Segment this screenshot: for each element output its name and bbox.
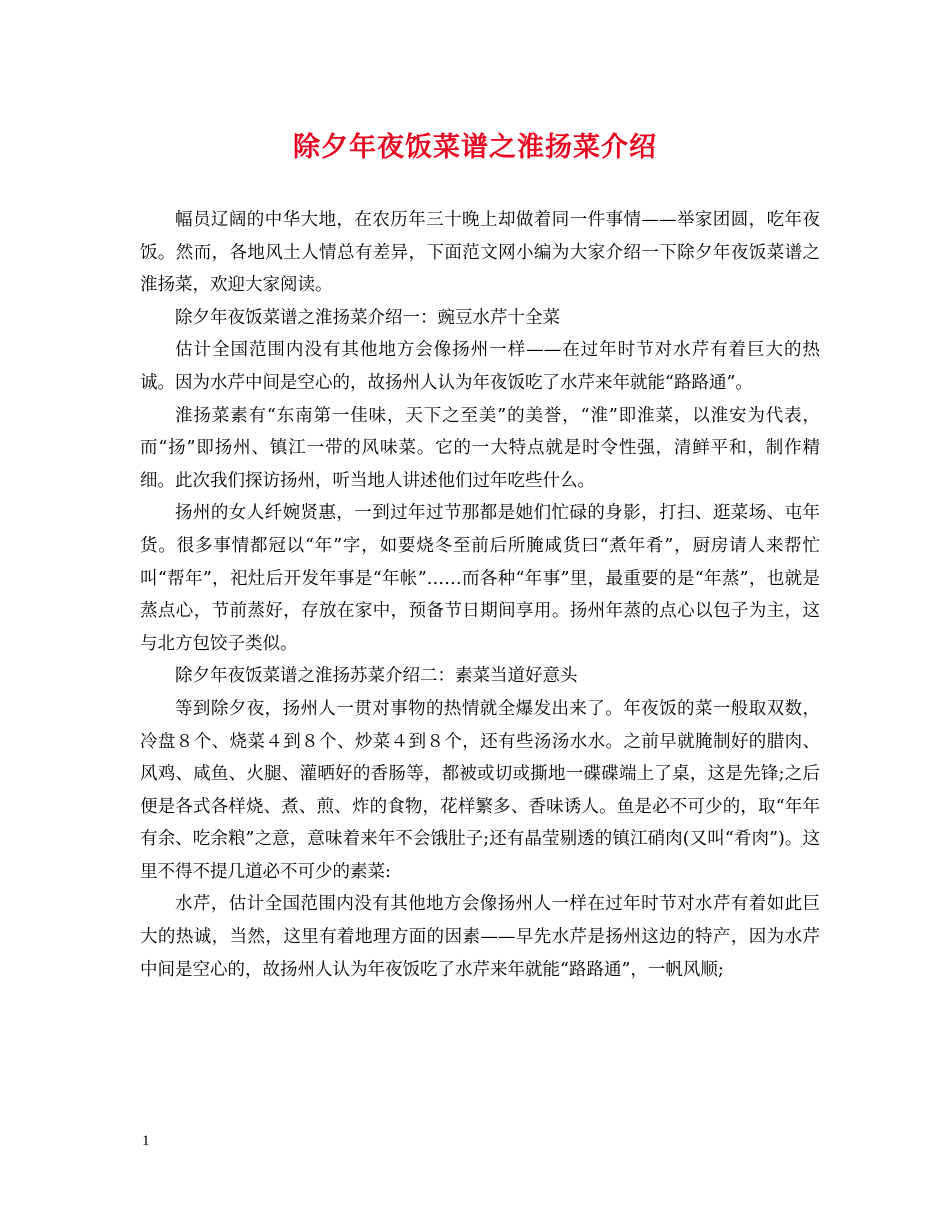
paragraph: 淮扬菜素有“东南第一佳味，天下之至美”的美誉，“淮”即淮菜，以淮安为代表，而“扬”即扬州、镇江一带的风味菜。它的一大特点就是时令性强，清鲜平和，制作精细。此次我们探访扬州，听当地人讲述他们过年吃些什么。 <box>140 405 820 491</box>
page-number: 1 <box>142 1133 150 1149</box>
document-body <box>140 204 820 986</box>
paragraph: 水芹，估计全国范围内没有其他地方会像扬州人一样在过年时节对水芹有着如此巨大的热诚，当然，这里有着地理方面的因素——早先水芹是扬州这边的特产，因为水芹中间是空心的，故扬州人认为年夜饭吃了水芹来年就能“路路通”，一帆风顺; <box>140 894 820 980</box>
section-heading-2: 除夕年夜饭菜谱之淮扬苏菜介绍二：素菜当道好意头 <box>175 666 578 687</box>
paragraph: 扬州的女人纤婉贤惠，一到过年过节那都是她们忙碌的身影，打扫、逛菜场、屯年货。很多事情都冠以“年”字，如要烧冬至前后所腌咸货曰“煮年肴”，厨房请人来帮忙叫“帮年”，祀灶后开发年事是“年帐”……而各种“年事”里，最重要的是“年蒸”，也就是蒸点心，节前蒸好，存放在家中，预备节日期间享用。扬州年蒸的点心以包子为主，这与北方包饺子类似。 <box>140 503 820 654</box>
paragraph: 等到除夕夜，扬州人一贯对事物的热情就全爆发出来了。年夜饭的菜一般取双数，冷盘８个、烧菜４到８个、炒菜４到８个，还有些汤汤水水。之前早就腌制好的腊肉、风鸡、咸鱼、火腿、灌晒好的香肠等，都被或切或撕地一碟碟端上了桌，这是先锋;之后便是各式各样烧、煮、煎、炸的食物，花样繁多、香味诱人。鱼是必不可少的，取“年年有余、吃余粮”之意，意味着来年不会饿肚子;还有晶莹剔透的镇江硝肉(又叫“肴肉”)。这里不得不提几道必不可少的素菜: <box>140 698 820 882</box>
section-heading-1: 除夕年夜饭菜谱之淮扬菜介绍一：豌豆水芹十全菜 <box>175 307 560 328</box>
paragraph: 估计全国范围内没有其他地方会像扬州一样——在过年时节对水芹有着巨大的热诚。因为水芹中间是空心的，故扬州人认为年夜饭吃了水芹来年就能“路路通”。 <box>140 340 820 393</box>
paragraph-intro: 幅员辽阔的中华大地，在农历年三十晚上却做着同一件事情——举家团圆，吃年夜饭。然而，各地风土人情总有差异，下面范文网小编为大家介绍一下除夕年夜饭菜谱之淮扬菜，欢迎大家阅读。 <box>140 210 820 296</box>
document-title: 除夕年夜饭菜谱之淮扬菜介绍 <box>293 132 657 163</box>
